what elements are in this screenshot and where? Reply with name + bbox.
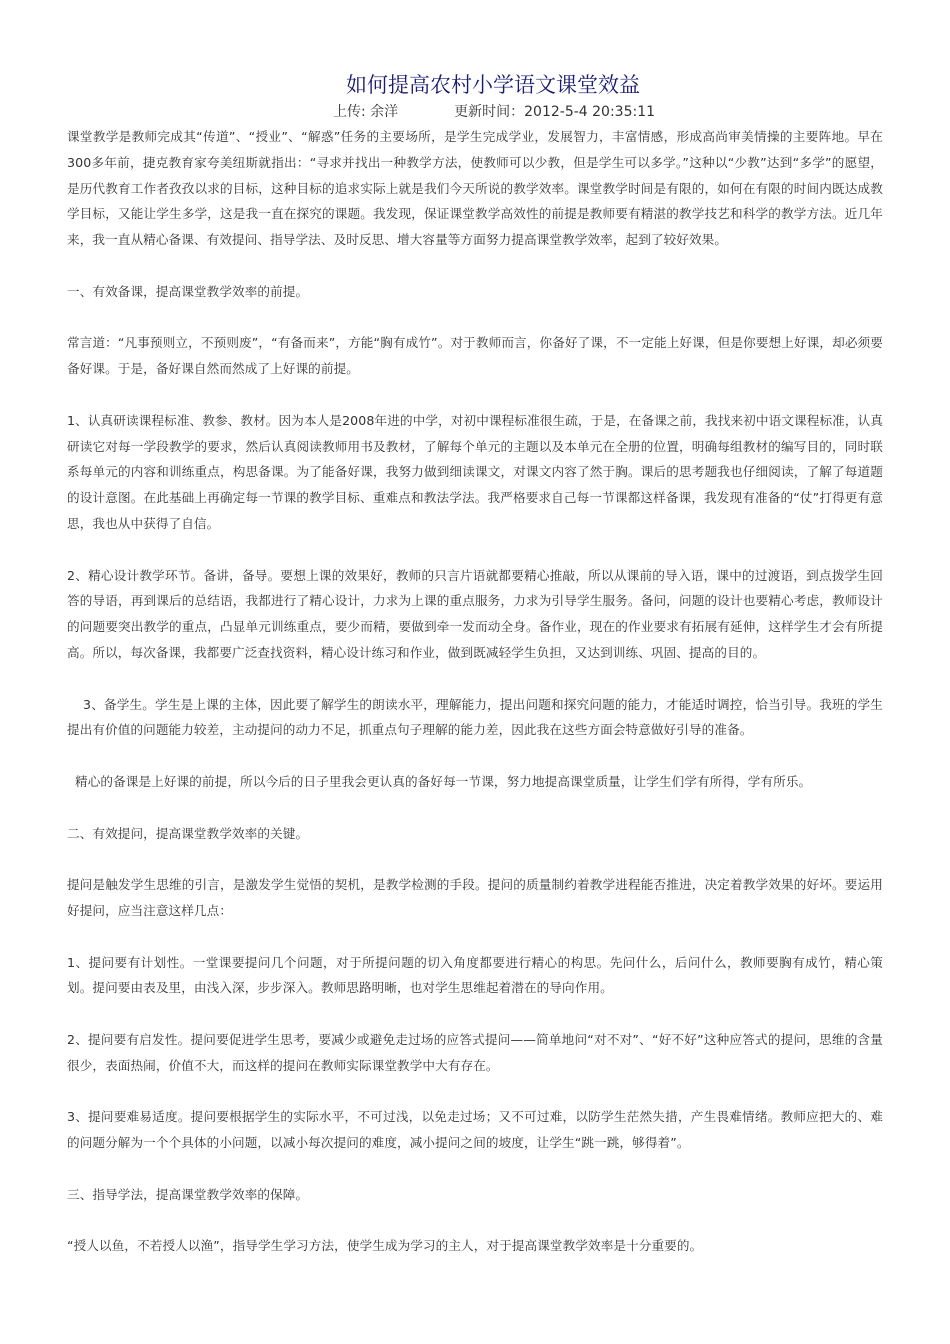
body-paragraph: 常言道：“凡事预则立，不预则废”，“有备而来”，方能“胸有成竹”。对于教师而言，你备好了课，不一定能上好课，但是你要想上好课，却必须要备好课。于是，备好课自然而然成了上好课的前提。 (67, 335, 883, 377)
body-paragraph: 2、精心设计教学环节。备讲，备导。要想上课的效果好，教师的只言片语就都要精心推敲，所以从课前的导入语，课中的过渡语，到点拨学生回答的导语，再到课后的总结语，我都进行了精心设计，力求为上课的重点服务，力求为引导学生服务。备问，问题的设计也要精心考虑，教师设计的问题要突出教学的重点，凸显单元训练重点，要少而精，要做到牵一发而动全身。备作业，现在的作业要求有拓展有延伸，这样学生才会有所提高。所以，每次备课，我都要广泛查找资料，精心设计练习和作业，做到既减轻学生负担，又达到训练、巩固、提高的目的。 (67, 567, 883, 660)
body-paragraph: 2、提问要有启发性。提问要促进学生思考，要减少或避免走过场的应答式提问——简单地问“对不对”、“好不好”这种应答式的提问，思维的含量很少，表面热闹，价值不大，而这样的提问在教师实际课堂教学中大有存在。 (67, 1031, 883, 1073)
body-paragraph: “授人以鱼，不若授人以渔”，指导学生学习方法，使学生成为学习的主人，对于提高课堂教学效率是十分重要的。 (67, 1238, 703, 1254)
document-meta (67, 102, 883, 122)
body-paragraph: 3、备学生。学生是上课的主体，因此要了解学生的朗读水平，理解能力，提出问题和探究问题的能力，才能适时调控，恰当引导。我班的学生提出有价值的问题能力较差，主动提问的动力不足，抓重点句子理解的能力差，因此我在这些方面会特意做好引导的准备。 (67, 696, 883, 738)
section-heading-2: 二、有效提问，提高课堂教学效率的关键。 (67, 825, 309, 841)
document-page (67, 70, 883, 1259)
body-paragraph: 精心的备课是上好课的前提，所以今后的日子里我会更认真的备好每一节课，努力地提高课堂质量，让学生们学有所得，学有所乐。 (75, 773, 812, 789)
body-paragraph: 1、认真研读课程标准、教参、教材。因为本人是2008年进的中学，对初中课程标准很生疏，于是，在备课之前，我找来初中语文课程标准，认真研读它对每一学段教学的要求，然后认真阅读教师用书及教材，了解每个单元的主题以及本单元在全册的位置，明确每组教材的编写目的，同时联系每单元的内容和训练重点，构思备课。为了能备好课，我努力做到细读课文，对课文内容了然于胸。课后的思考题我也仔细阅读，了解了每道题的设计意图。在此基础上再确定每一节课的教学目标、重难点和教法学法。我严格要求自己每一节课都这样备课，我发现有准备的“仗”打得更有意思，我也从中获得了自信。 (67, 412, 883, 531)
body-paragraph: 提问是触发学生思维的引言，是激发学生觉悟的契机，是教学检测的手段。提问的质量制约着教学进程能否推进，决定着教学效果的好坏。要运用好提问，应当注意这样几点： (67, 877, 883, 918)
document-title: 如何提高农村小学语文课堂效益 (346, 73, 640, 97)
section-heading-3: 三、指导学法，提高课堂教学效率的保障。 (67, 1186, 309, 1202)
body-paragraph: 3、提问要难易适度。提问要根据学生的实际水平，不可过浅，以免走过场；又不可过难，以防学生茫然失措，产生畏难情绪。教师应把大的、难的问题分解为一个个具体的小问题，以减小每次提问的难度，减小提问之间的坡度，让学生“跳一跳，够得着”。 (67, 1109, 883, 1151)
uploader-label: 上传: 余洋 (332, 104, 399, 120)
body-paragraph: 1、提问要有计划性。一堂课要提问几个问题，对于所提问题的切入角度都要进行精心的构思。先问什么，后问什么，教师要胸有成竹，精心策划。提问要由表及里，由浅入深，步步深入。教师思路明晰，也对学生思维起着潜在的导向作用。 (67, 954, 883, 996)
intro-paragraph: 课堂教学是教师完成其“传道”、“授业”、“解惑”任务的主要场所，是学生完成学业，发展智力，丰富情感，形成高尚审美情操的主要阵地。早在300多年前，捷克教育家夸美纽斯就指出：“寻求并找出一种教学方法，使教师可以少教，但是学生可以多学。”这种以“少教”达到“多学”的愿望，是历代教育工作者孜孜以求的目标，这种目标的追求实际上就是我们今天所说的教学效率。课堂教学时间是有限的，如何在有限的时间内既达成教学目标，又能让学生多学，这是我一直在探究的课题。我发现，保证课堂教学高效性的前提是教师要有精湛的教学技艺和科学的教学方法。近几年来，我一直从精心备课、有效提问、指导学法、及时反思、增大容量等方面努力提高课堂教学效率，起到了较好效果。 (67, 129, 883, 248)
section-heading-1: 一、有效备课，提高课堂教学效率的前提。 (67, 283, 309, 299)
update-time: 更新时间：2012-5-4 20:35:11 (454, 104, 656, 120)
